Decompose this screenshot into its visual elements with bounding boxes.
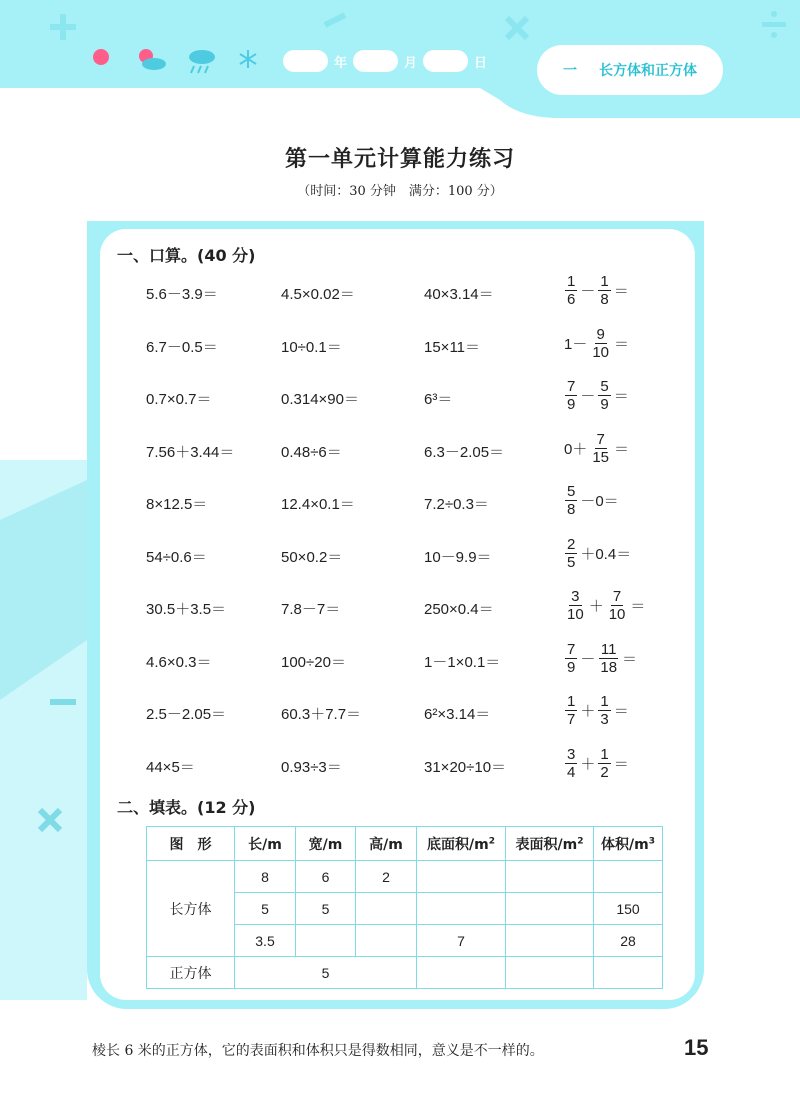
operator: － xyxy=(580,650,596,668)
calc-problem: 10÷0.1＝ xyxy=(281,338,342,356)
table-cell[interactable]: 150 xyxy=(594,893,663,925)
header-length: 长/m xyxy=(235,827,296,861)
fraction xyxy=(565,641,577,676)
table-cell[interactable] xyxy=(356,893,417,925)
fraction xyxy=(598,273,610,308)
unit-title: 长方体和正方体 xyxy=(599,63,697,79)
page-title: 第一单元计算能力练习 xyxy=(284,147,515,172)
header-base-area: 底面积$/m^2$ xyxy=(417,827,506,861)
section1-title: 一、口算。(40 分) xyxy=(117,246,256,265)
operator: 0＋ xyxy=(564,440,588,458)
header-height: 高/m xyxy=(356,827,417,861)
fraction xyxy=(598,693,610,728)
numerator: 9 xyxy=(596,325,605,343)
numerator: 1 xyxy=(567,273,576,290)
table-cell[interactable] xyxy=(506,925,594,957)
denominator: 10 xyxy=(608,606,626,623)
calc-problem: 4.5×0.02＝ xyxy=(281,286,355,303)
numerator: 3 xyxy=(571,588,580,605)
table-row xyxy=(147,861,663,893)
fraction xyxy=(598,641,619,676)
operator: －0＝ xyxy=(580,493,619,510)
fraction-problem xyxy=(563,693,630,728)
denominator: 9 xyxy=(600,396,609,413)
calc-problem: 40×3.14＝ xyxy=(424,286,494,303)
fraction-problem xyxy=(563,641,638,676)
fraction xyxy=(607,588,628,623)
fraction xyxy=(598,746,610,781)
calc-problem: 54÷0.6＝ xyxy=(146,548,207,566)
calc-problem: 2.5－2.05＝ xyxy=(146,706,227,723)
table-header-row xyxy=(147,827,663,861)
operator: ＋ xyxy=(580,703,596,720)
calc-problem: 6.3－2.05＝ xyxy=(424,443,505,461)
calc-problem: 4.6×0.3＝ xyxy=(146,653,212,671)
header-band xyxy=(0,0,800,120)
numerator: 1 xyxy=(600,693,609,710)
calc-problem: 250×0.4＝ xyxy=(424,601,494,618)
table-cell[interactable] xyxy=(506,861,594,893)
fraction xyxy=(598,378,610,413)
denominator: 5 xyxy=(567,553,576,571)
table-cell[interactable] xyxy=(506,893,594,925)
fraction xyxy=(565,588,586,623)
fraction xyxy=(565,693,577,728)
operator: ＋ xyxy=(580,755,596,773)
operator: － xyxy=(580,283,596,300)
denominator: 8 xyxy=(600,291,609,308)
numerator: 5 xyxy=(600,378,609,395)
numerator: 2 xyxy=(567,535,576,553)
fraction-problem xyxy=(563,746,630,781)
operator: － xyxy=(580,388,596,405)
cube-edge-cell[interactable]: 5 xyxy=(235,957,417,989)
operator: ＋ xyxy=(588,598,604,615)
day-label: 日 xyxy=(474,55,488,71)
table-row xyxy=(147,957,663,989)
numerator: 7 xyxy=(612,588,622,605)
header-surface-area: 表面积$/m^2$ xyxy=(506,827,594,861)
table-cell[interactable]: 3.5 xyxy=(235,925,296,957)
numerator: 5 xyxy=(567,483,576,500)
calc-problem: 7.8－7＝ xyxy=(281,601,341,618)
calc-problem: 6³＝ xyxy=(424,391,453,408)
cube-label: 正方体 xyxy=(147,957,235,989)
table-cell[interactable]: 8 xyxy=(235,861,296,893)
header-volume: 体积$/m^3$ xyxy=(594,827,663,861)
operator: ＝ xyxy=(622,650,638,668)
table-cell[interactable]: 28 xyxy=(594,925,663,957)
numerator: 7 xyxy=(567,640,576,658)
operator: ＝ xyxy=(630,598,646,615)
cuboid-label: 长方体 xyxy=(147,861,235,957)
calc-problem: 6²×3.14＝ xyxy=(424,706,491,723)
denominator: 4 xyxy=(567,763,576,781)
calc-problem: 31×20÷10＝ xyxy=(424,758,507,776)
page-subtitle: （时间：30 分钟 满分：100 分） xyxy=(297,184,503,199)
minus-deco-icon xyxy=(50,699,76,705)
calc-problem: 7.56＋3.44＝ xyxy=(146,443,235,461)
table-cell[interactable] xyxy=(594,861,663,893)
header-shape: 图 形 xyxy=(147,827,235,861)
calc-problem: 50×0.2＝ xyxy=(281,548,343,566)
operator: ＝ xyxy=(613,388,629,405)
numerator: 7 xyxy=(596,430,605,448)
denominator: 18 xyxy=(600,658,618,676)
calc-problem: 5.6－3.9＝ xyxy=(146,286,218,303)
table-cell[interactable]: 5 xyxy=(296,893,356,925)
fill-table xyxy=(146,826,663,989)
calc-problem: 8×12.5＝ xyxy=(146,496,208,513)
operator: ＝ xyxy=(614,440,630,458)
denominator: 9 xyxy=(567,396,576,413)
numerator: 11 xyxy=(600,640,617,658)
fraction xyxy=(565,746,577,781)
fraction-problem xyxy=(563,378,630,413)
fraction-problem xyxy=(563,536,632,571)
denominator: 7 xyxy=(567,711,576,728)
numerator: 3 xyxy=(567,745,576,763)
calc-problem: 6.7－0.5＝ xyxy=(146,338,218,356)
month-field[interactable] xyxy=(353,50,398,72)
fraction xyxy=(590,326,611,361)
header-width: 宽/m xyxy=(296,827,356,861)
fraction xyxy=(565,536,577,571)
operator: ＋0.4＝ xyxy=(580,545,632,563)
calc-problem: 0.48÷6＝ xyxy=(281,443,342,461)
calc-problem: 0.314×90＝ xyxy=(281,391,359,408)
fraction-problem xyxy=(563,326,630,361)
fraction-problem xyxy=(563,588,646,623)
denominator: 8 xyxy=(567,501,576,518)
calc-problem: 60.3＋7.7＝ xyxy=(281,706,362,723)
table-cell[interactable] xyxy=(356,925,417,957)
fraction-problem xyxy=(563,431,630,466)
table-cell[interactable]: 5 xyxy=(235,893,296,925)
fraction xyxy=(590,431,611,466)
unit-badge xyxy=(537,45,723,95)
date-fields xyxy=(283,50,493,72)
calc-problem: 100÷20＝ xyxy=(281,653,346,671)
calc-problem: 12.4×0.1＝ xyxy=(281,496,355,513)
operator: 1－ xyxy=(564,335,588,353)
calc-problem: 44×5＝ xyxy=(146,758,195,776)
year-label: 年 xyxy=(334,55,348,71)
table-cell[interactable]: 2 xyxy=(356,861,417,893)
table-cell[interactable] xyxy=(417,957,506,989)
denominator: 15 xyxy=(592,448,610,466)
fraction xyxy=(565,273,577,308)
calc-problem: 30.5＋3.5＝ xyxy=(146,601,227,618)
table-cell[interactable] xyxy=(506,957,594,989)
operator: ＝ xyxy=(613,283,629,300)
denominator: 10 xyxy=(592,343,610,361)
operator: ＝ xyxy=(614,335,630,353)
footer-note: 棱长 6 米的正方体，它的表面积和体积只是得数相同，意义是不一样的。 xyxy=(92,1043,544,1059)
denominator: 3 xyxy=(600,711,609,728)
day-field[interactable] xyxy=(423,50,468,72)
year-field[interactable] xyxy=(283,50,328,72)
section2-title: 二、填表。(12 分) xyxy=(117,798,256,817)
fraction xyxy=(565,378,577,413)
calc-problem: 0.93÷3＝ xyxy=(281,758,342,776)
denominator: 9 xyxy=(567,658,576,676)
numerator: 1 xyxy=(567,693,576,710)
table-cell[interactable]: 6 xyxy=(296,861,356,893)
page-number: 15 xyxy=(684,1035,709,1060)
calc-problem: 0.7×0.7＝ xyxy=(146,391,212,408)
month-label: 月 xyxy=(404,55,418,71)
table-cell[interactable] xyxy=(417,861,506,893)
operator: ＝ xyxy=(613,755,629,773)
calc-problem: 1－1×0.1＝ xyxy=(424,653,501,671)
fraction-problem xyxy=(563,483,620,518)
numerator: 1 xyxy=(600,745,609,763)
table-cell[interactable] xyxy=(296,925,356,957)
table-cell[interactable]: 7 xyxy=(417,925,506,957)
calc-problem: 7.2÷0.3＝ xyxy=(424,496,489,513)
numerator: 7 xyxy=(567,378,576,395)
fraction-problem xyxy=(563,273,630,308)
operator: ＝ xyxy=(613,703,629,720)
fraction xyxy=(565,483,577,518)
denominator: 2 xyxy=(600,763,609,781)
denominator: 10 xyxy=(567,606,584,623)
table-cell[interactable] xyxy=(417,893,506,925)
numerator: 1 xyxy=(600,273,609,290)
unit-number: 一 xyxy=(563,63,577,79)
calc-problem: 10－9.9＝ xyxy=(424,548,492,566)
denominator: 6 xyxy=(567,291,576,308)
calc-problem: 15×11＝ xyxy=(424,338,481,356)
table-cell[interactable] xyxy=(594,957,663,989)
